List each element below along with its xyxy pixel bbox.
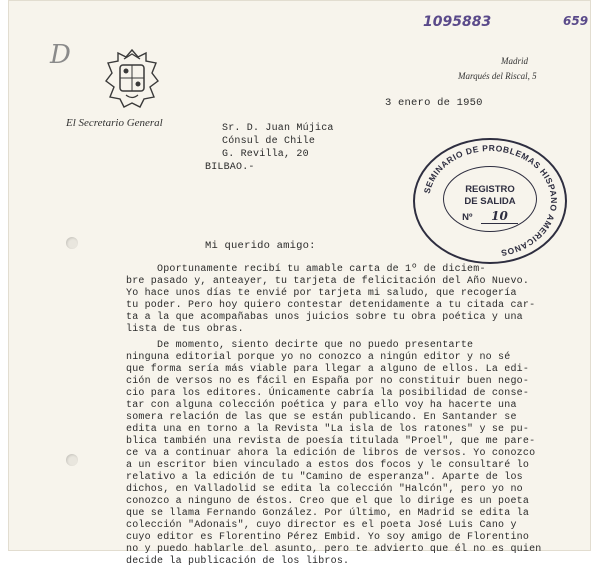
text-line: edita una en torno a la Revista "La isla de los ratones" y se pu- <box>126 424 530 435</box>
text-line: conozco a ninguno de éstos. Creo que el que lo dirige es un poeta <box>126 496 530 507</box>
text-line: cio para los editores. Únicamente cabría la posibilidad de conse- <box>126 388 530 399</box>
letter-greeting: Mi querido amigo: <box>205 240 316 252</box>
text-line: no y puedo hablarle del asunto, pero te advierto que él no es quien <box>126 544 542 555</box>
stamp-de-salida: DE SALIDA <box>464 196 516 207</box>
archive-page-number: 659 <box>563 14 589 28</box>
text-line: colección "Adonais", cuyo director es el poeta José Luis Cano y <box>126 520 517 531</box>
punch-hole-bottom <box>66 454 78 466</box>
recipient-line: G. Revilla, 20 <box>222 149 309 160</box>
text-line: que forma sería más viable para llegar a alguno de ellos. La edi- <box>126 364 530 375</box>
text-line: ce va a continuar ahora la edición de libros de versos. Yo conozco <box>126 448 536 459</box>
text-line: Oportunamente recibí tu amable carta de 1º de diciem- <box>126 264 486 275</box>
recipient-line: Cónsul de Chile <box>222 136 316 147</box>
text-line: a un escritor bien vinculado a estos dos focos y le consultaré lo <box>126 460 530 471</box>
letterhead-address: Marqués del Riscal, 5 <box>458 71 537 81</box>
text-line: tu poder. Pero hoy quiero contestar detenidamente a tu citada car- <box>126 300 536 311</box>
letter-date: 3 enero de 1950 <box>385 97 483 109</box>
text-line: lista de tus obras. <box>126 324 244 335</box>
text-line: ción de versos no es fácil en España por no constituir buen nego- <box>126 376 530 387</box>
text-line: tar con alguna colección poética y para ello voy ha hacerte una <box>126 400 517 411</box>
letterhead-city: Madrid <box>501 56 528 66</box>
text-line: dichos, en Valladolid se edita la colección "Halcón", pero yo no <box>126 484 523 495</box>
text-line: somera relación de las que se están publicando. En Santander se <box>126 412 517 423</box>
stamp-number <box>415 209 565 223</box>
pencil-margin-mark: D <box>50 40 71 70</box>
svg-text:SEMINARIO DE PROBLEMAS HISPANO: SEMINARIO DE PROBLEMAS HISPANO AMERICANOS <box>421 142 560 259</box>
letter-page <box>8 0 591 567</box>
text-line: que se llama Fernando González. Por último, en Madrid se edita la <box>126 508 530 519</box>
recipient-line: BILBAO.- <box>205 162 255 173</box>
text-line: De momento, siento decirte que no puedo presentarte <box>126 340 474 351</box>
text-line: cuyo editor es Florentino Pérez Embid. Yo soy amigo de Florentino <box>126 532 530 543</box>
letterhead-title: El Secretario General <box>66 117 163 129</box>
text-line: bre pasado y, anteayer, tu tarjeta de felicitación del Año Nuevo. <box>126 276 530 287</box>
text-line: relativo a la edición de tu "Camino de esperanza". Aparte de los <box>126 472 523 483</box>
text-line: Yo hace unos días te envié por tarjeta mi saludo, que recogería <box>126 288 517 299</box>
recipient-line: Sr. D. Juan Mújica <box>222 123 334 134</box>
stamp-number-value: 10 <box>481 209 518 224</box>
text-line: ninguna editorial porque yo no conozco a ningún editor y no sé <box>126 352 511 363</box>
coat-of-arms-seal <box>100 47 164 111</box>
punch-hole-top <box>66 237 78 249</box>
text-line: blica también una revista de poesía titulada "Proel", que me pare- <box>126 436 536 447</box>
stamp-registro: REGISTRO <box>465 184 515 195</box>
text-line: ta a la que acompañabas unos juicios sobre tu obra poética y una <box>126 312 523 323</box>
registry-stamp <box>413 138 567 264</box>
text-line: decide la publicación de los libros. <box>126 556 350 567</box>
archive-number: 1095883 <box>423 14 492 30</box>
stamp-number-label: Nº <box>462 212 473 223</box>
